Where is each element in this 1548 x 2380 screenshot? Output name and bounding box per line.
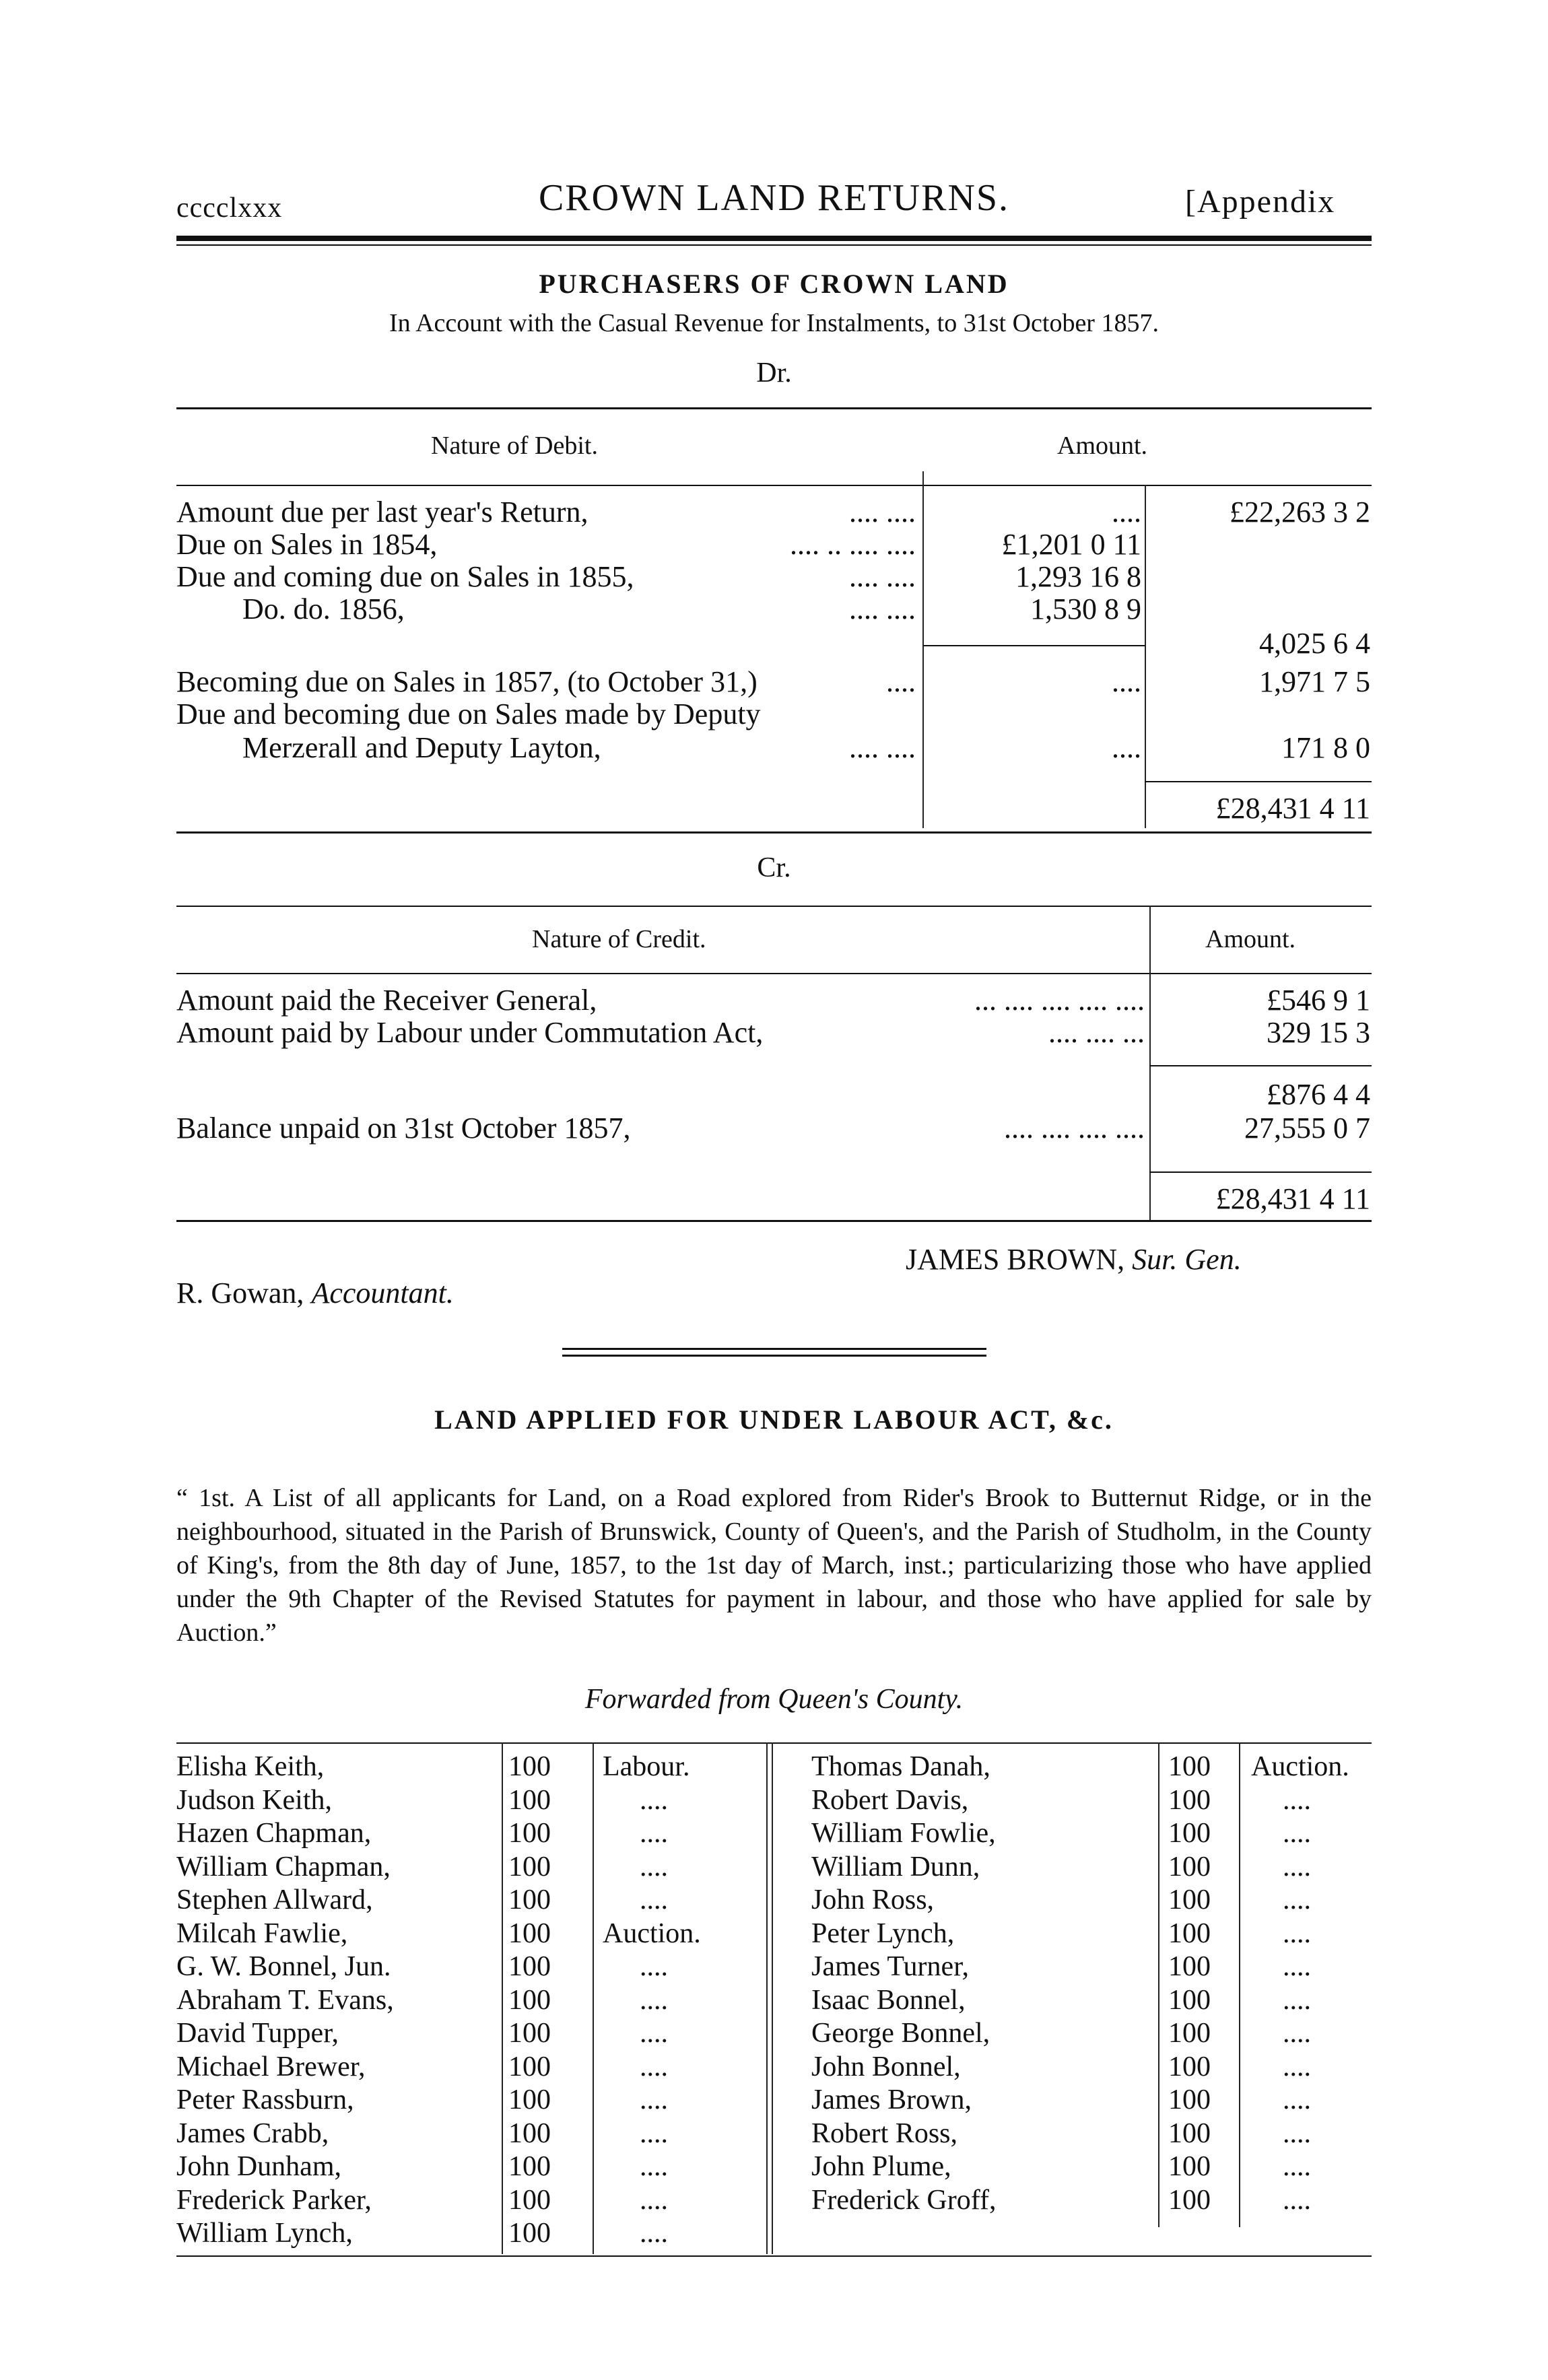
- list-item-name: G. W. Bonnel, Jun.: [176, 1951, 391, 1982]
- list-item-acres: 100: [1168, 1884, 1211, 1915]
- list-bottom-rule: [176, 2255, 1372, 2257]
- credit-vline: [1149, 906, 1151, 1222]
- list-item-name: Hazen Chapman,: [176, 1818, 372, 1849]
- list-item-name: David Tupper,: [176, 2018, 339, 2049]
- list-item-mode: ....: [1283, 1918, 1311, 1949]
- credit-col-nature: Nature of Credit.: [532, 925, 706, 953]
- list-item-acres: 100: [508, 2018, 551, 2049]
- list-item-acres: 100: [508, 1951, 551, 1982]
- list-item-mode: ....: [1283, 2084, 1311, 2115]
- credit-col-amount: Amount.: [1205, 925, 1296, 953]
- list-item-acres: 100: [1168, 1751, 1211, 1782]
- list-top-rule: [176, 1742, 1372, 1744]
- list-item-name: Robert Davis,: [811, 1785, 969, 1816]
- list-item-name: John Ross,: [811, 1884, 935, 1915]
- list-item-name: James Brown,: [811, 2084, 972, 2115]
- list-item-mode: ....: [1283, 2118, 1311, 2149]
- section-separator-1: [562, 1348, 986, 1350]
- list-item-name: Robert Ross,: [811, 2118, 958, 2149]
- credit-header-rule: [176, 973, 1372, 974]
- list-item-mode: ....: [1283, 1951, 1311, 1982]
- debit-row-text: Becoming due on Sales in 1857, (to October 31,): [176, 665, 758, 698]
- list-item-acres: 100: [508, 1918, 551, 1949]
- credit-row-dots: .... .... ...: [1048, 1016, 1145, 1049]
- debit-row-text: Do. do. 1856,: [242, 592, 405, 625]
- list-item-name: Milcah Fawlie,: [176, 1918, 348, 1949]
- credit-row-amount: £876 4 4: [1267, 1078, 1370, 1111]
- forwarded-note: Forwarded from Queen's County.: [584, 1684, 964, 1715]
- list-item-mode: ....: [640, 2218, 668, 2249]
- list-item-mode: ....: [640, 2118, 668, 2149]
- credit-bottom-rule: [176, 1220, 1372, 1222]
- debit-top-rule: [176, 407, 1372, 409]
- list-item-name: Abraham T. Evans,: [176, 1985, 394, 2016]
- header-rule-thin: [176, 244, 1372, 246]
- page-title: CROWN LAND RETURNS.: [538, 177, 1010, 219]
- list-item-acres: 100: [1168, 1951, 1211, 1982]
- debit-row-mid: ....: [1112, 665, 1141, 698]
- list-item-mode: ....: [1283, 1884, 1311, 1915]
- debit-heading: Dr.: [756, 358, 792, 388]
- list-item-name: Peter Rassburn,: [176, 2084, 354, 2115]
- credit-row-text: Balance unpaid on 31st October 1857,: [176, 1112, 631, 1145]
- list-item-name: Michael Brewer,: [176, 2051, 366, 2082]
- list-item-mode: ....: [640, 2185, 668, 2216]
- list-item-mode: Auction.: [603, 1918, 701, 1949]
- list-item-name: John Plume,: [811, 2151, 951, 2182]
- labour-paragraph: “ 1st. A List of all applicants for Land, on a Road explored from Rider's Brook to Butternut Ridge, or in the neighbourhood, situated in the Parish of Brunswick, County of Queen's, and the Parish of Studholm, in the County of King's, from the 8th day of June, 1857, to the 1st day of March, inst.; particularizing those who have applied under the 9th Chapter of the Revised Statutes for payment in labour, and those who have applied for sale by Auction.”: [176, 1484, 1372, 1647]
- debit-row-total: £22,263 3 2: [1230, 496, 1370, 529]
- credit-row-text: Amount paid by Labour under Commutation Act,: [176, 1016, 764, 1049]
- list-item-mode: ....: [1283, 2151, 1311, 2182]
- list-item-acres: 100: [1168, 1818, 1211, 1849]
- accountant-name: R. Gowan,: [176, 1277, 304, 1310]
- list-item-mode: ....: [640, 1884, 668, 1915]
- list-item-name: Frederick Parker,: [176, 2185, 372, 2216]
- list-item-name: Stephen Allward,: [176, 1884, 373, 1915]
- list-item-acres: 100: [1168, 2018, 1211, 2049]
- list-item-mode: ....: [640, 2018, 668, 2049]
- list-item-name: William Dunn,: [811, 1851, 980, 1882]
- debit-row-dots: ....: [886, 665, 916, 698]
- list-item-mode: ....: [640, 1818, 668, 1849]
- credit-top-rule: [176, 906, 1372, 907]
- list-vline-5: [1239, 1742, 1240, 2227]
- debit-row-dots: .... ....: [849, 496, 916, 529]
- surveyor-signature: [906, 1242, 1242, 1277]
- purchasers-subtitle: In Account with the Casual Revenue for Instalments, to 31st October 1857.: [389, 309, 1159, 337]
- debit-row-total: 171 8 0: [1281, 731, 1370, 764]
- debit-row-total: 1,971 7 5: [1259, 665, 1370, 698]
- accountant-signature: [176, 1276, 454, 1310]
- list-item-name: Frederick Groff,: [811, 2185, 997, 2216]
- debit-row-text: Due and coming due on Sales in 1855,: [176, 560, 634, 593]
- list-item-name: Isaac Bonnel,: [811, 1985, 966, 2016]
- credit-row-dots: .... .... .... ....: [1004, 1112, 1145, 1145]
- list-item-name: Elisha Keith,: [176, 1751, 325, 1782]
- list-item-mode: ....: [1283, 1985, 1311, 2016]
- list-vline-3b: [772, 1742, 773, 2254]
- debit-vline-1: [922, 471, 924, 828]
- list-item-mode: ....: [640, 2151, 668, 2182]
- credit-row-dots: ... .... .... .... ....: [974, 984, 1145, 1017]
- list-item-name: James Turner,: [811, 1951, 969, 1982]
- list-vline-4: [1158, 1742, 1159, 2227]
- list-item-acres: 100: [508, 1851, 551, 1882]
- debit-col-nature: Nature of Debit.: [431, 432, 598, 460]
- header-rule-thick: [176, 236, 1372, 241]
- list-item-mode: ....: [1283, 2185, 1311, 2216]
- surveyor-role: Sur. Gen.: [1132, 1243, 1242, 1276]
- list-item-name: Judson Keith,: [176, 1785, 332, 1816]
- debit-row-mid: ....: [1112, 496, 1141, 529]
- list-item-mode: ....: [1283, 2018, 1311, 2049]
- debit-col-amount: Amount.: [1057, 432, 1148, 460]
- list-item-acres: 100: [508, 2218, 551, 2249]
- list-item-acres: 100: [508, 1751, 551, 1782]
- credit-row-amount: 329 15 3: [1267, 1016, 1370, 1049]
- list-item-acres: 100: [508, 2151, 551, 2182]
- list-item-acres: 100: [508, 1818, 551, 1849]
- debit-row-mid: ....: [1112, 731, 1141, 764]
- credit-grand-total: £28,431 4 11: [1215, 1182, 1370, 1215]
- list-item-acres: 100: [1168, 1985, 1211, 2016]
- labour-title: LAND APPLIED FOR UNDER LABOUR ACT, &c.: [434, 1404, 1114, 1435]
- list-item-acres: 100: [1168, 2118, 1211, 2149]
- surveyor-name: JAMES BROWN,: [906, 1243, 1125, 1276]
- debit-grand-total: £28,431 4 11: [1215, 792, 1370, 825]
- debit-vline-2: [1145, 485, 1146, 828]
- list-item-mode: ....: [640, 1951, 668, 1982]
- credit-row-amount: £546 9 1: [1267, 984, 1370, 1017]
- list-item-acres: 100: [508, 1785, 551, 1816]
- list-item-name: John Dunham,: [176, 2151, 341, 2182]
- debit-row-text: Merzerall and Deputy Layton,: [242, 731, 601, 764]
- debit-row-mid: 1,530 8 9: [1030, 592, 1141, 625]
- appendix-label: [Appendix: [1185, 184, 1336, 219]
- debit-header-rule: [176, 485, 1372, 486]
- list-item-acres: 100: [508, 2118, 551, 2149]
- list-item-acres: 100: [1168, 2185, 1211, 2216]
- credit-row-amount: 27,555 0 7: [1244, 1112, 1370, 1145]
- debit-row-mid: 1,293 16 8: [1015, 560, 1141, 593]
- list-item-mode: ....: [1283, 1851, 1311, 1882]
- list-item-name: John Bonnel,: [811, 2051, 961, 2082]
- debit-bottom-rule: [176, 831, 1372, 834]
- list-item-acres: 100: [508, 1985, 551, 2016]
- list-item-name: Thomas Danah,: [811, 1751, 990, 1782]
- credit-sub-rule: [1149, 1065, 1372, 1066]
- list-item-name: William Lynch,: [176, 2218, 353, 2249]
- list-item-acres: 100: [1168, 1785, 1211, 1816]
- list-item-acres: 100: [508, 2084, 551, 2115]
- credit-heading: Cr.: [757, 852, 791, 883]
- list-item-name: William Fowlie,: [811, 1818, 996, 1849]
- credit-total-rule: [1149, 1171, 1372, 1173]
- list-item-mode: ....: [1283, 1785, 1311, 1816]
- purchasers-title: PURCHASERS OF CROWN LAND: [539, 269, 1009, 299]
- credit-row-text: Amount paid the Receiver General,: [176, 984, 597, 1017]
- list-item-acres: 100: [508, 2185, 551, 2216]
- list-item-acres: 100: [1168, 2051, 1211, 2082]
- page-number: cccclxxx: [176, 193, 283, 224]
- debit-row-dots: .... .. .... ....: [790, 528, 916, 561]
- debit-row-dots: .... ....: [849, 560, 916, 593]
- debit-row-dots: .... ....: [849, 592, 916, 625]
- list-item-acres: 100: [1168, 2084, 1211, 2115]
- list-vline-2: [593, 1742, 594, 2254]
- accountant-role: Accountant.: [311, 1277, 454, 1310]
- list-item-acres: 100: [1168, 1851, 1211, 1882]
- list-item-mode: Auction.: [1251, 1751, 1349, 1782]
- list-item-mode: ....: [640, 2084, 668, 2115]
- list-item-mode: Labour.: [603, 1751, 690, 1782]
- debit-row-mid: £1,201 0 11: [1001, 528, 1141, 561]
- list-item-mode: ....: [640, 1985, 668, 2016]
- list-item-name: James Crabb,: [176, 2118, 329, 2149]
- list-item-mode: ....: [640, 1785, 668, 1816]
- list-item-mode: ....: [1283, 2051, 1311, 2082]
- list-item-mode: ....: [640, 1851, 668, 1882]
- list-item-mode: ....: [640, 2051, 668, 2082]
- list-item-acres: 100: [508, 1884, 551, 1915]
- debit-row-text: Due on Sales in 1854,: [176, 528, 438, 561]
- section-separator-2: [562, 1355, 986, 1357]
- list-item-acres: 100: [1168, 1918, 1211, 1949]
- list-item-acres: 100: [1168, 2151, 1211, 2182]
- list-item-mode: ....: [1283, 1818, 1311, 1849]
- list-item-name: William Chapman,: [176, 1851, 391, 1882]
- debit-row-dots: .... ....: [849, 731, 916, 764]
- debit-subtotal-rule: [924, 645, 1145, 646]
- list-item-acres: 100: [508, 2051, 551, 2082]
- debit-row-text: Amount due per last year's Return,: [176, 496, 588, 529]
- debit-total-rule: [1145, 781, 1372, 782]
- list-vline-3a: [766, 1742, 768, 2254]
- debit-row-text: Due and becoming due on Sales made by Deputy: [176, 698, 761, 730]
- list-vline-1: [502, 1742, 503, 2254]
- debit-row-total: 4,025 6 4: [1259, 627, 1370, 660]
- list-item-name: George Bonnel,: [811, 2018, 990, 2049]
- list-item-name: Peter Lynch,: [811, 1918, 955, 1949]
